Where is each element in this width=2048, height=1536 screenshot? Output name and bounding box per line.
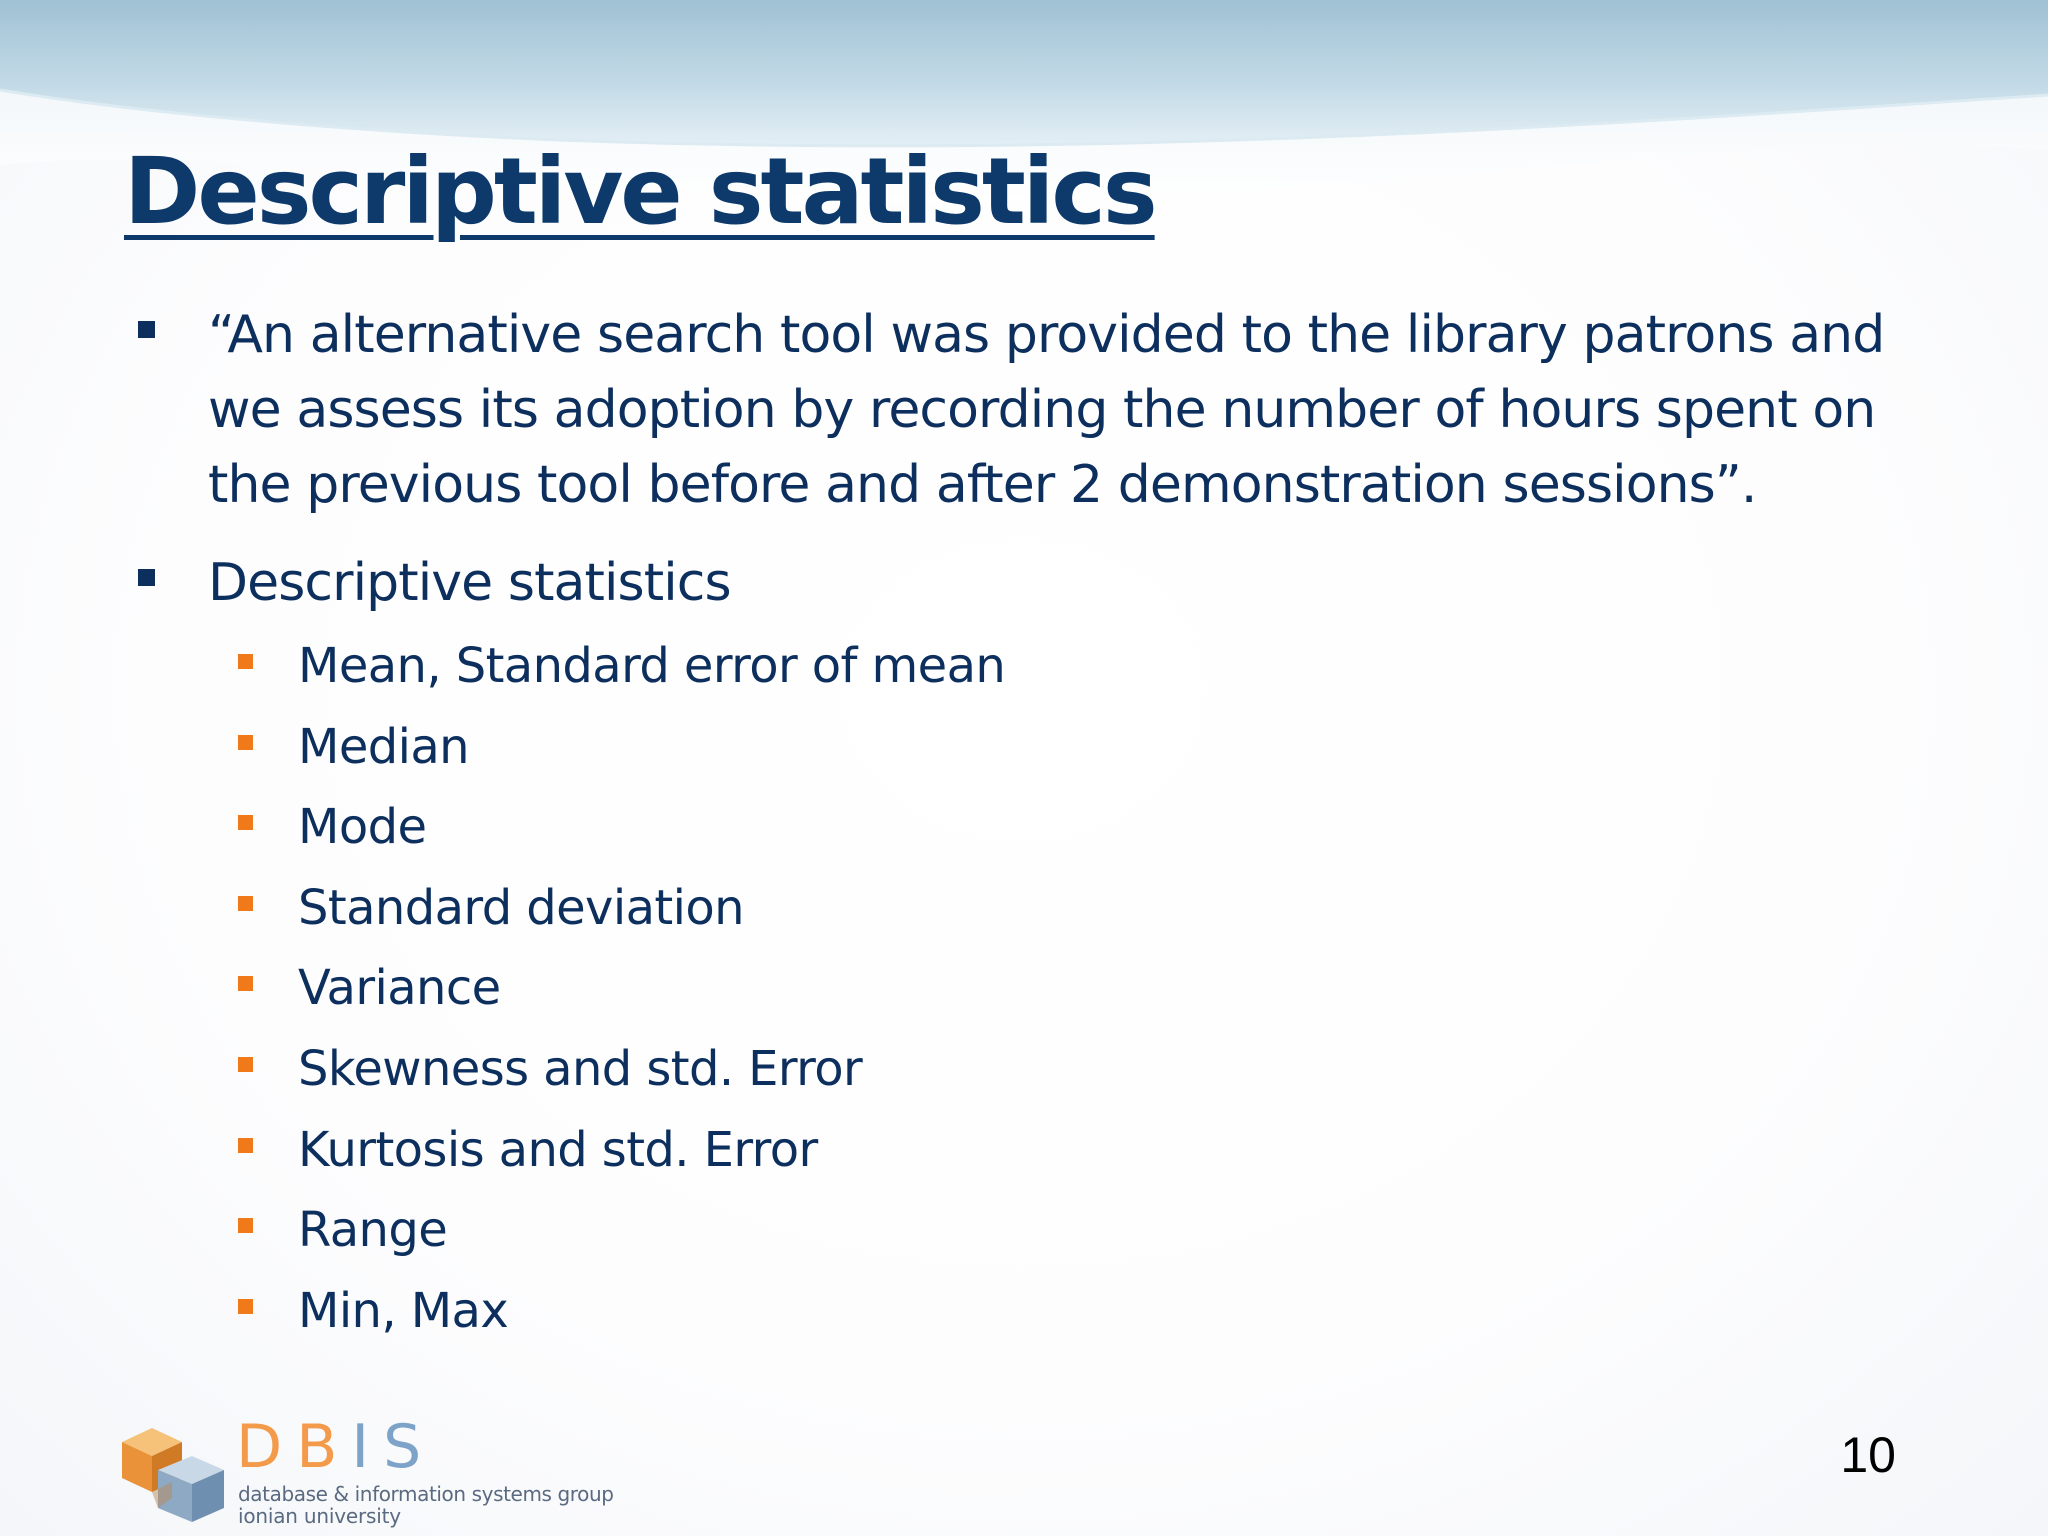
dbis-logo [112,1412,614,1530]
logo-subtitle-university: ionian university [238,1504,401,1528]
sub-bullet-marker [238,815,253,830]
sub-bullet-marker [238,1218,253,1233]
sub-bullet-range: Range [298,1202,448,1258]
sub-bullet-standard-deviation: Standard deviation [298,880,744,936]
page-number: 10 [1840,1427,1896,1483]
bullet-marker-2 [138,569,155,586]
sub-bullet-marker [238,976,253,991]
sub-bullet-mode: Mode [298,799,427,855]
logo-wordmark [236,1412,435,1482]
sub-bullet-skewness: Skewness and std. Error [298,1041,863,1097]
bullet-marker-1 [138,321,155,338]
sub-bullet-min-max: Min, Max [298,1283,509,1339]
sub-bullet-variance: Variance [298,960,501,1016]
bullet-item-descriptive-statistics: Descriptive statistics [208,553,731,613]
sub-bullet-kurtosis: Kurtosis and std. Error [298,1122,818,1178]
sub-bullet-marker [238,1138,253,1153]
bullet-item-quote: “An alternative search tool was provided to the library patrons and we assess its adoption by recording the number of hours spent on the previous tool before and after 2 demonstration sessions”. [208,305,1885,515]
sub-bullet-median: Median [298,719,469,775]
sub-bullet-marker [238,1299,253,1314]
logo-subtitle-group: database & information systems group [238,1482,614,1506]
logo-wordmark-db: DB [236,1412,352,1482]
logo-wordmark-is: IS [351,1412,436,1482]
sub-bullet-marker [238,735,253,750]
sub-bullet-marker [238,654,253,669]
slide-title: Descriptive statistics [124,138,1155,245]
sub-bullet-marker [238,896,253,911]
cubes-logo-icon [112,1418,242,1530]
sub-bullet-marker [238,1057,253,1072]
sub-bullet-mean: Mean, Standard error of mean [298,638,1006,694]
